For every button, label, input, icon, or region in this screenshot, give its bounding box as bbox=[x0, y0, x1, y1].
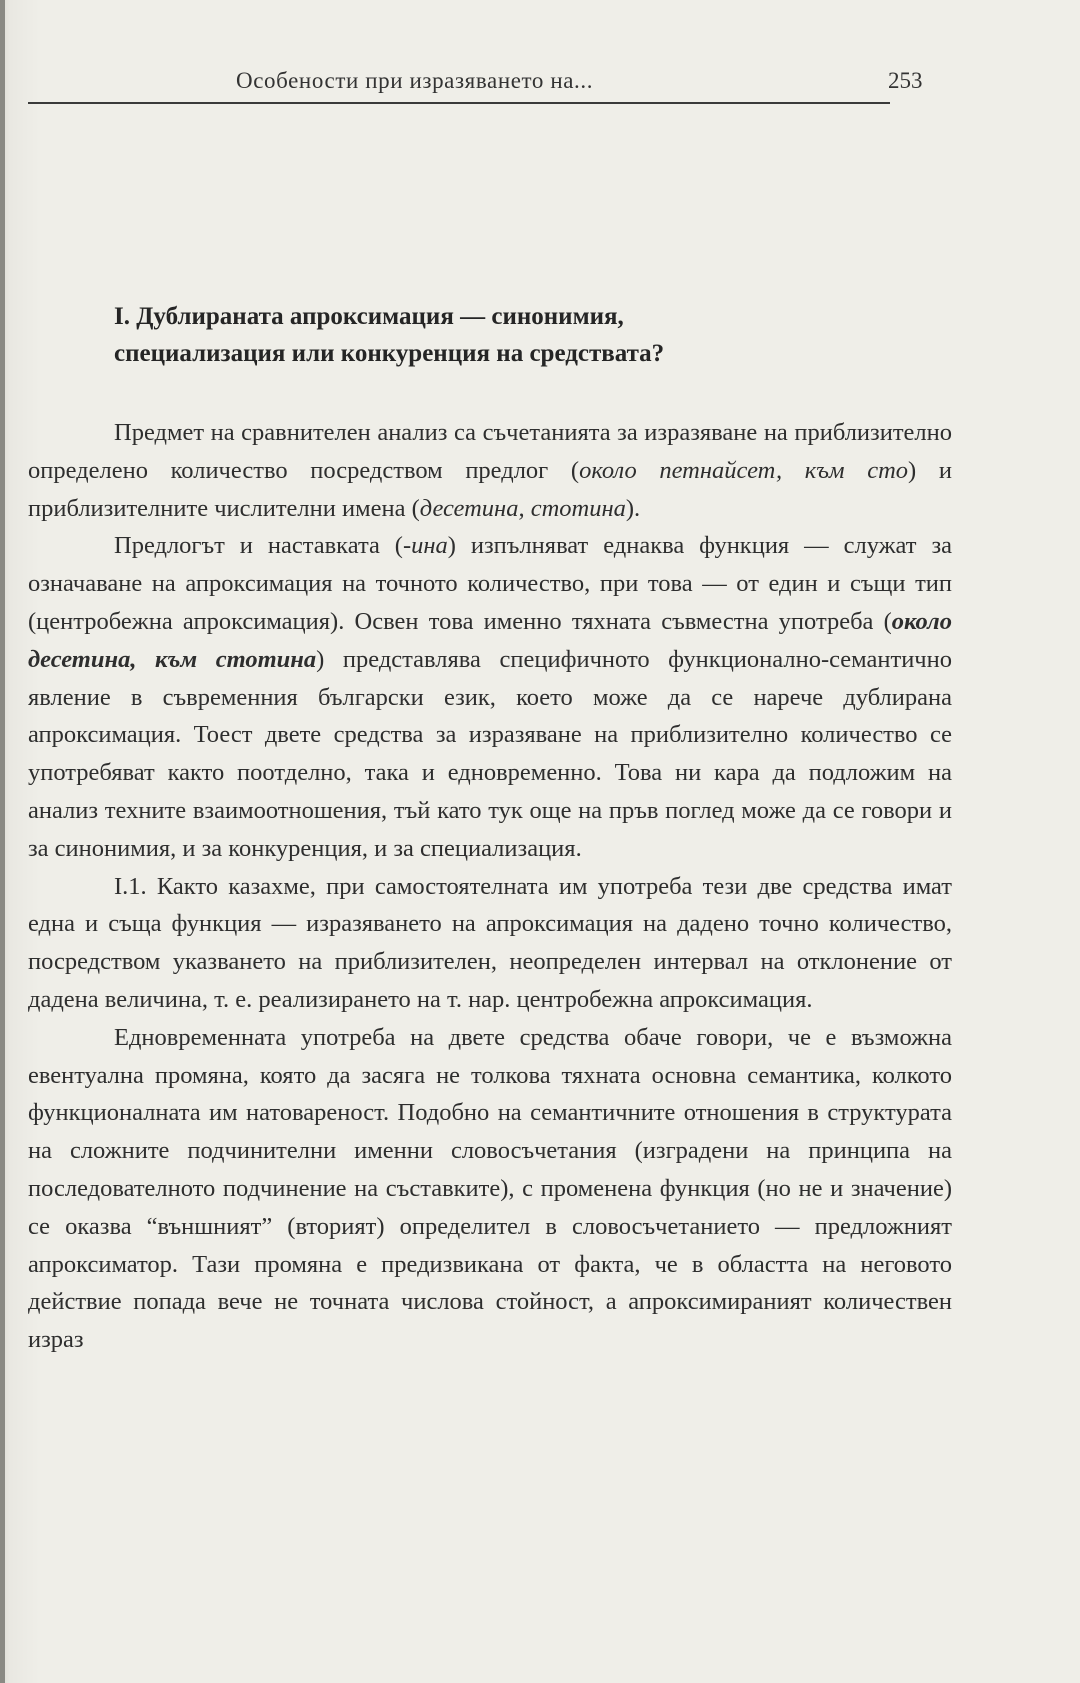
paragraph-1-text-a: Предмет на сравнителен анализ са съчетанията за изразяване на приблизително определено количество посредством предлог ( bbox=[28, 419, 952, 484]
running-head bbox=[28, 62, 890, 104]
body-text bbox=[28, 414, 952, 1359]
paragraph-4: Едновременната употреба на двете средства обаче говори, че е възможна евентуална промяна, която да засяга не толкова тяхната основна семантика, колкото функционалната им натовареност. Подобно на семантичните отношения в структурата на сложните подчинителни именни словосъчетания (изградени на принципа на последователното подчинение на съставките), с променена функция (но не и значение) се оказва “външният” (вторият) определител в словосъчетанието — предложният апроксиматор. Тази промяна е предизвикана от факта, че в областта на неговото действие попада вече не точната числова стойност, а апроксимираният количествен израз bbox=[28, 1023, 952, 1354]
paragraph-3: I.1. Както казахме, при самостоятелната им употреба тези две средства имат една и съща функция — изразяването на апроксимация на дадено точно количество, посредством указването на приблизителен, неопределен интервал на отклонение от дадена величина, т. е. реализирането на т. нар. центробежна апроксимация. bbox=[28, 872, 952, 1013]
section-heading-line-2: специализация или конкуренция на средствата? bbox=[114, 340, 665, 367]
paragraph-2-text-c: ) представлява специфичното функционално-семантично явление в съвременния български език, което може да се нарече дублирана апроксимация. Тоест двете средства за изразяване на приблизително количество се употребяват както поотделно, така и едновременно. Това ни кара да подложим на анализ техните взаимоотношения, тъй като тук още на пръв поглед може да се говори и за синонимия, и за конкуренция, и за специализация. bbox=[28, 645, 952, 862]
page-spine-shadow bbox=[0, 0, 5, 1683]
page-number: 253 bbox=[888, 68, 923, 93]
running-head-title: Особености при изразяването на... bbox=[236, 68, 594, 93]
paragraph-2-text-b: ) изпълняват еднаква функция — служат за означаване на апроксимация на точното количество, при това — от един и същи тип (центробежна апроксимация). Освен това именно тяхната съвместна употреба ( bbox=[28, 532, 953, 635]
paragraph-2-text-a: Предлогът и наставката ( bbox=[114, 532, 403, 560]
section-heading bbox=[114, 298, 914, 372]
paragraph-2-suffix-example: -ина bbox=[402, 532, 448, 560]
paragraph-1-example-a: около петнайсет, към сто bbox=[579, 456, 909, 484]
paragraph-2 bbox=[28, 527, 952, 867]
paragraph-1 bbox=[28, 414, 952, 527]
paragraph-1-text-b: ) и приблизителните числителни имена ( bbox=[28, 456, 952, 522]
paragraph-2-doubled-example: около десетина, към стотина bbox=[28, 607, 952, 673]
section-heading-line-1: I. Дублираната апроксимация — синонимия, bbox=[114, 303, 624, 330]
paragraph-1-example-b: десетина, стотина bbox=[419, 494, 626, 522]
paragraph-1-text-c: ). bbox=[625, 494, 641, 522]
